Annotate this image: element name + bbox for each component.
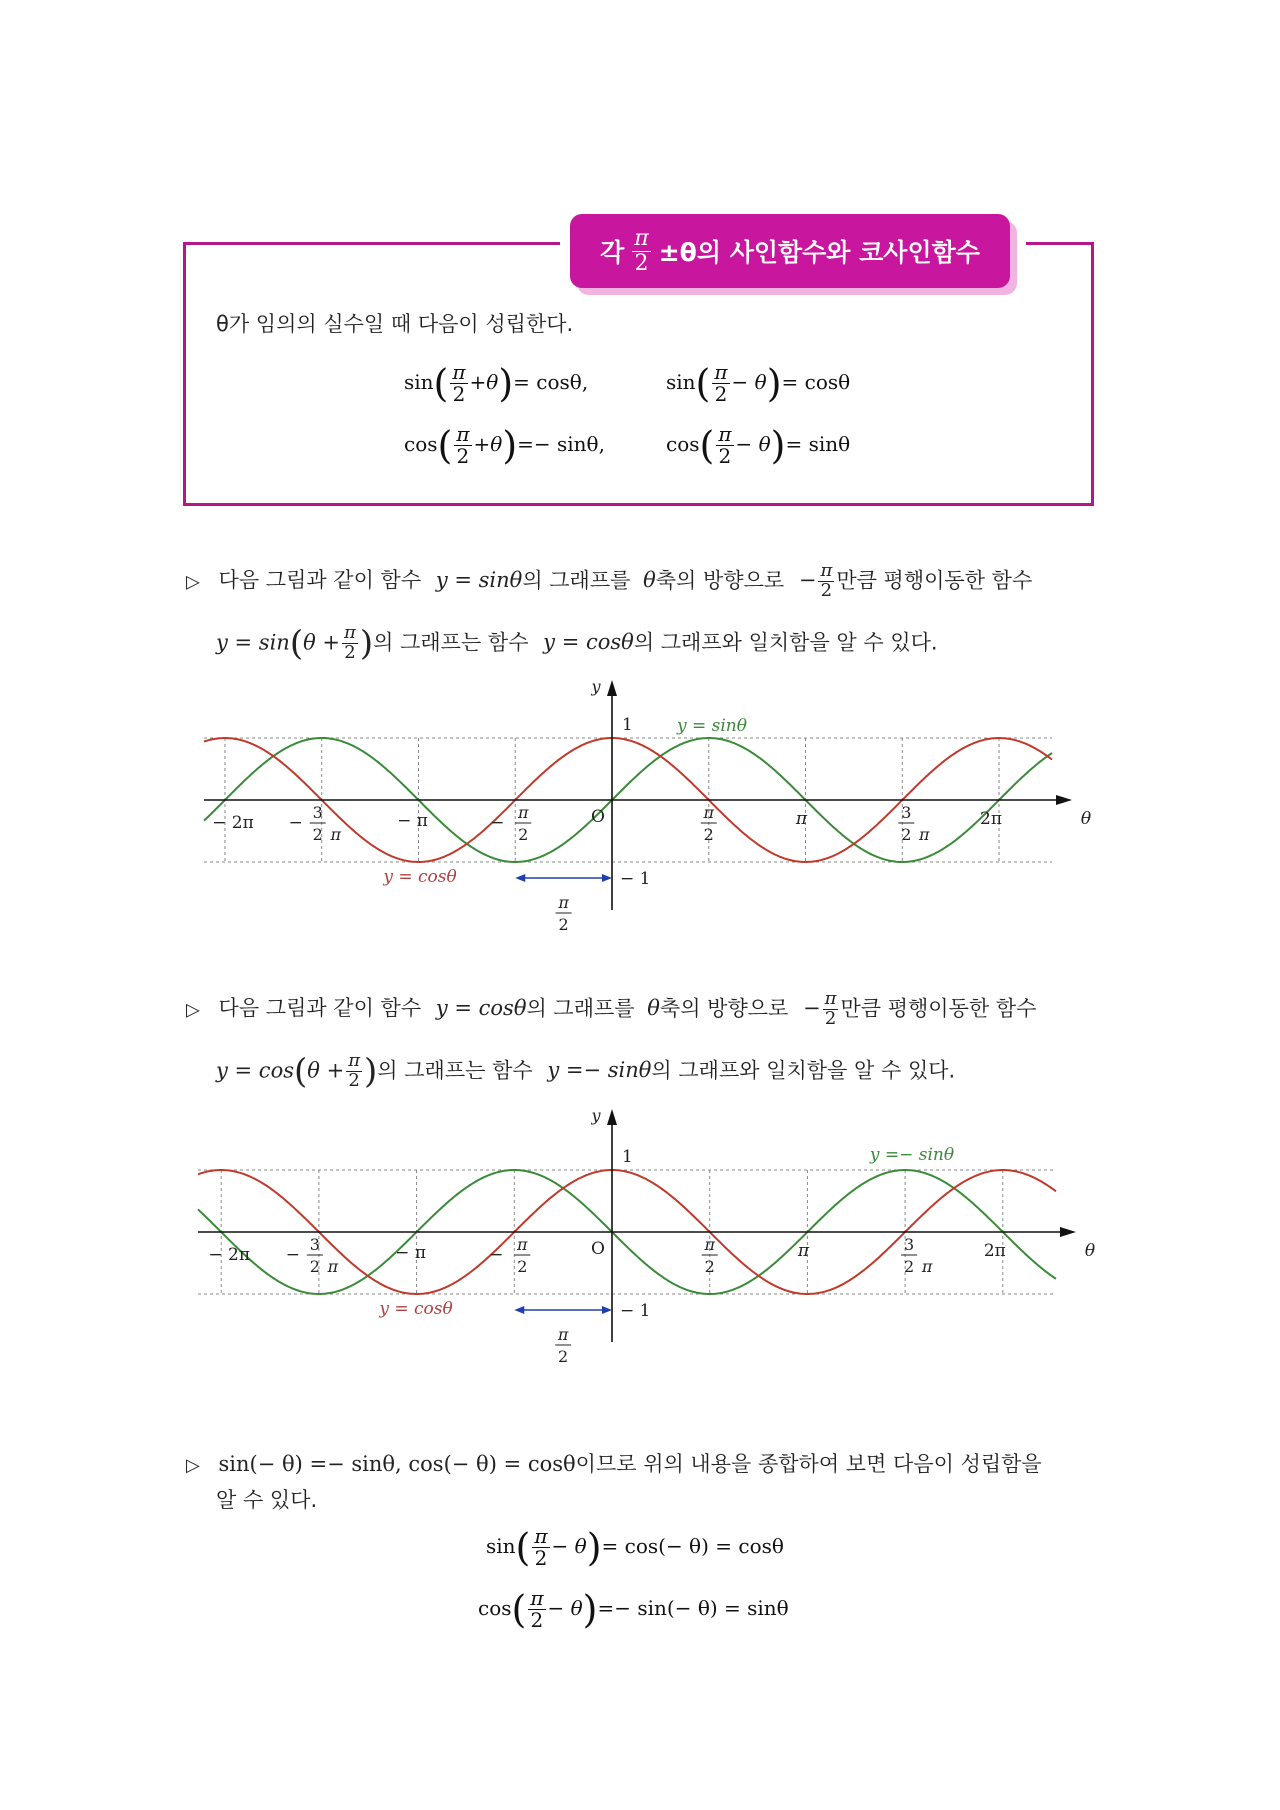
s1-text-e: 축의 방향으로 [655, 568, 785, 593]
x-axis-arrow [1056, 795, 1072, 805]
frac-num: π [348, 1050, 361, 1071]
f1-rhs: = cosθ, [513, 370, 589, 394]
f4-op: − θ [735, 432, 771, 456]
x-tick-pi: π [797, 1241, 810, 1261]
graph1 [204, 677, 1091, 934]
title-prefix: 각 [600, 238, 625, 267]
frac-den: 2 [824, 1007, 837, 1029]
s2-math-2d: y =− sinθ [547, 1058, 652, 1083]
x-tick-pi: π [795, 809, 808, 829]
s2-minus: − [803, 996, 821, 1021]
x-tick-minus-2pi: − 2π [212, 813, 254, 833]
eq2-lhs: cos [478, 1596, 512, 1620]
frac-num: π [718, 422, 732, 446]
frac-den: 2 [348, 1069, 360, 1091]
title-frac-num: π [634, 226, 649, 252]
summary-eq1: sin( $\frac{\pi}{2}$ − θ)= cos(− θ) = cosθ [486, 1524, 784, 1570]
frac-num: π [456, 422, 470, 446]
f4-rhs: = sinθ [785, 432, 851, 456]
s1-text-g: 만큼 평행이동한 함수 [836, 568, 1033, 593]
f3-lhs: cos [404, 432, 438, 456]
x-tick-minus-pi: − π [397, 811, 428, 831]
s2-math-2b: θ + [307, 1058, 345, 1083]
shift-label-num: π [558, 893, 569, 912]
x-axis-arrow [1060, 1227, 1076, 1237]
sin-series-label: y =− sinθ [869, 1145, 955, 1165]
s1-text-c: 의 그래프를 [522, 568, 631, 593]
x-tick-half-num: π [704, 1235, 715, 1254]
f4-lhs: cos [666, 432, 700, 456]
s1-text-a: 다음 그림과 같이 함수 [218, 568, 422, 593]
shift-arrow-left-head [514, 1306, 524, 1314]
x-tick-3half-den: 2 [904, 1257, 915, 1276]
section2-line1 [186, 990, 1036, 1029]
s1-math-2d: y = cosθ [543, 630, 634, 655]
x-tick-minus-pi: − π [395, 1243, 427, 1263]
s2-math-d: θ [647, 996, 660, 1021]
shift-label-den: 2 [558, 915, 569, 934]
x-tick-minus-3half-pi: π [330, 825, 341, 844]
s2-text-g: 만큼 평행이동한 함수 [840, 996, 1037, 1021]
origin-label: O [591, 807, 605, 827]
frac-den: 2 [452, 382, 466, 406]
frac-num: π [344, 622, 356, 643]
x-tick-minus-half-sign: − [490, 813, 505, 833]
y-tick-minus-one: − 1 [620, 1301, 651, 1321]
x-tick-3half-pi: π [921, 1257, 933, 1276]
frac-num: π [452, 360, 466, 384]
x-tick-2pi: 2π [983, 1241, 1006, 1261]
frac-den: 2 [344, 641, 356, 663]
s1-text-2e: 의 그래프와 일치함을 알 수 있다. [633, 630, 938, 655]
bullet-icon: ▷ [186, 1455, 200, 1476]
f2-lhs: sin [666, 370, 696, 394]
x-tick-minus-3half-den: 2 [309, 1257, 320, 1276]
frac-num: π [820, 560, 833, 581]
formula-cos-plus: cos( $\frac{\pi}{2}$ +θ)=− sinθ, [404, 422, 605, 468]
x-tick-half-num: π [703, 803, 715, 822]
y-axis-label: y [591, 1106, 601, 1125]
x-tick-minus-3half-sign: − [285, 1245, 301, 1265]
frac-den: 2 [714, 382, 728, 406]
x-axis-label: θ [1084, 1241, 1096, 1261]
frac-den: 2 [820, 579, 833, 601]
x-tick-2pi: 2π [980, 809, 1003, 829]
frac-den: 2 [530, 1608, 544, 1632]
eq1-rhs: = cos(− θ) = cosθ [601, 1534, 784, 1558]
s2-text-2e: 의 그래프와 일치함을 알 수 있다. [651, 1058, 956, 1083]
y-axis-arrow [607, 680, 617, 696]
eq2-op: − θ [547, 1596, 583, 1620]
x-tick-minus-half-num: π [517, 1235, 528, 1254]
s2-text-2c: 의 그래프는 함수 [377, 1058, 533, 1083]
x-tick-minus-half-den: 2 [517, 1257, 528, 1276]
bullet-icon: ▷ [186, 999, 200, 1021]
f3-rhs: =− sinθ, [517, 432, 605, 456]
x-tick-3half-num: 3 [901, 803, 912, 822]
s1-math-2a: y = sin [216, 630, 290, 655]
frac-num: π [714, 360, 728, 384]
x-tick-minus-half-num: π [517, 803, 529, 822]
x-tick-minus-3half-den: 2 [312, 825, 323, 844]
x-tick-minus-half-den: 2 [518, 825, 529, 844]
frac-num: π [824, 988, 837, 1009]
f1-lhs: sin [404, 370, 434, 394]
cos-series-label: y = cosθ [379, 1299, 453, 1319]
section1-line2: y = sin(θ + $\frac{\pi}{2}$ )의 그래프는 함수 y = cosθ의 그래프와 일치함을 알 수 있다. [216, 622, 938, 664]
title-frac-den: 2 [634, 250, 649, 276]
y-tick-one: 1 [622, 715, 633, 735]
s1-math-2b: θ + [303, 630, 341, 655]
f1-op: +θ [469, 370, 499, 394]
x-tick-3half-num: 3 [904, 1235, 915, 1254]
eq1-lhs: sin [486, 1534, 516, 1558]
x-tick-3half-pi: π [919, 825, 930, 844]
sin-series-label: y = sinθ [676, 716, 748, 736]
box-intro: θ가 임의의 실수일 때 다음이 성립한다. [216, 312, 574, 336]
f2-rhs: = cosθ [781, 370, 851, 394]
s1-minus: − [798, 568, 817, 593]
frac-den: 2 [534, 1546, 548, 1570]
x-tick-half-den: 2 [703, 825, 714, 844]
formula-sin-plus: sin( $\frac{\pi}{2}$ +θ)= cosθ, [404, 360, 589, 406]
frac-num: π [534, 1524, 548, 1548]
shift-arrow-left-head [515, 874, 525, 882]
s2-math-b: y = cosθ [435, 996, 527, 1021]
frac-den: 2 [456, 444, 470, 468]
x-tick-minus-3half-num: 3 [312, 803, 323, 822]
s2-math-2a: y = cos [216, 1058, 294, 1083]
f3-op: +θ [473, 432, 503, 456]
y-tick-minus-one: − 1 [620, 869, 651, 889]
formula-cos-minus: cos( $\frac{\pi}{2}$ − θ)= sinθ [666, 422, 851, 468]
x-tick-minus-3half-pi: π [327, 1257, 339, 1276]
y-axis-label: y [591, 677, 601, 696]
x-axis-label: θ [1080, 809, 1092, 829]
cos-series-label: y = cosθ [383, 867, 457, 887]
eq1-op: − θ [551, 1534, 587, 1558]
shift-arrow-right-head [602, 874, 612, 882]
s3-text: 이므로 위의 내용을 종합하여 보면 다음이 성립함을 [575, 1452, 1042, 1476]
shift-label-den: 2 [558, 1347, 569, 1366]
s3-math: sin(− θ) =− sinθ, cos(− θ) = cosθ [218, 1452, 576, 1476]
graph2 [198, 1106, 1095, 1366]
bullet-icon: ▷ [186, 571, 200, 593]
x-tick-3half-den: 2 [901, 825, 912, 844]
origin-label: O [591, 1239, 605, 1259]
formula-sin-minus: sin( $\frac{\pi}{2}$ − θ)= cosθ [666, 360, 851, 406]
x-tick-minus-3half-num: 3 [309, 1235, 320, 1254]
s2-text-a: 다음 그림과 같이 함수 [218, 996, 422, 1021]
title-suffix: ±θ의 사인함수와 코사인함수 [658, 238, 980, 267]
s2-text-c: 의 그래프를 [526, 996, 635, 1021]
x-tick-minus-half-sign: − [489, 1245, 504, 1265]
shift-arrow-right-head [602, 1306, 612, 1314]
s2-text-e: 축의 방향으로 [659, 996, 789, 1021]
section3-line1 [186, 1448, 1042, 1478]
eq2-rhs: =− sin(− θ) = sinθ [597, 1596, 789, 1620]
f2-op: − θ [731, 370, 767, 394]
x-tick-minus-3half-sign: − [288, 813, 303, 833]
s1-math-b: y = sinθ [435, 568, 523, 593]
section2-line2: y = cos(θ + $\frac{\pi}{2}$ )의 그래프는 함수 y =− sinθ의 그래프와 일치함을 알 수 있다. [216, 1050, 956, 1092]
x-tick-minus-2pi: − 2π [208, 1245, 251, 1265]
summary-eq2: cos( $\frac{\pi}{2}$ − θ)=− sin(− θ) = sinθ [478, 1586, 789, 1632]
frac-num: π [530, 1586, 544, 1610]
shift-label-num: π [557, 1325, 569, 1344]
s1-text-2c: 의 그래프는 함수 [373, 630, 529, 655]
y-tick-one: 1 [622, 1147, 633, 1167]
x-tick-half-den: 2 [704, 1257, 715, 1276]
s1-math-d: θ [643, 568, 656, 593]
frac-den: 2 [718, 444, 732, 468]
y-axis-arrow [607, 1109, 617, 1125]
section3-line2: 알 수 있다. [216, 1488, 318, 1512]
